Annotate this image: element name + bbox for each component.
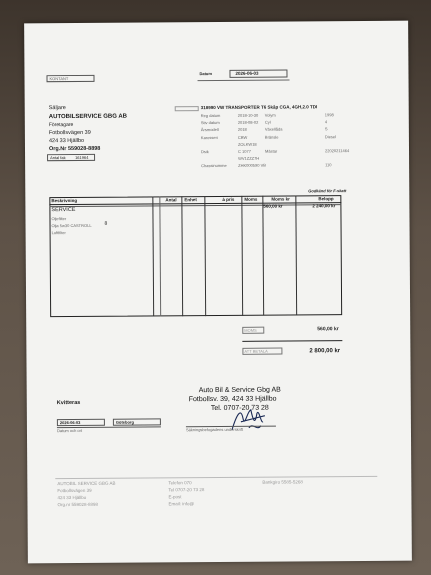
footer-col-1-line: Fotbollsvägen 39	[57, 487, 92, 494]
header-apris: à pris	[222, 196, 235, 202]
date-value: 2026-06-03	[235, 70, 259, 76]
stamp-line-3: Tel. 0707-20 73 28	[210, 404, 269, 413]
receipt-place: Göteborg	[115, 419, 134, 425]
vehicle-row-extra: Växellåda	[264, 126, 283, 133]
vehicle-title: 318990 VW TRANSPORTER T6 Skåp CGA, 4GH,2.0 TDI	[200, 104, 318, 111]
item-oljefilter: Oljefilter	[51, 216, 67, 222]
receipt-date: 2026-06-03	[59, 419, 81, 425]
vehicle-row-label: Chassinumme	[201, 163, 227, 169]
antal-value: 161964	[75, 154, 89, 160]
footer-col-2-line: Telefon 070	[168, 480, 192, 486]
vehicle-row-right: 1998	[324, 112, 334, 118]
date-place-label: Datum och ort	[56, 427, 83, 434]
total-value: 2 800,00 kr	[309, 348, 341, 355]
vehicle-row-label: Karosseri	[200, 134, 218, 140]
footer-col-1-line: Org.nr 559028-8898	[57, 501, 99, 508]
invoice-paper	[24, 21, 412, 564]
kontant-label: KONTANT	[49, 75, 69, 81]
vehicle-row-value: C 1077	[238, 148, 251, 154]
seller-name: AUTOBILSERVICE GBG AB	[48, 113, 128, 121]
kvitteras-title: Kvitteras	[56, 399, 81, 407]
footer-col-1-line: AUTOBIL SERVICE GBG AB	[57, 480, 116, 487]
vehicle-row-value: 2018-10-30	[237, 112, 259, 118]
signature-label: Säkningsbefogadens underskrift	[185, 426, 244, 433]
header-enhet: Enhet	[184, 197, 197, 203]
vehicle-row-value: ZOLKW18	[237, 141, 257, 147]
vehicle-row-value: 2018-08-02	[237, 119, 259, 126]
footer-col-3-line: Bankgiro 5585-5268	[262, 479, 303, 485]
header-antal: Antal	[165, 197, 177, 203]
fskatt-note: Godkänd för F-skatt	[308, 188, 347, 194]
vehicle-row-right: 22020211464	[324, 148, 350, 154]
date-underline	[198, 79, 290, 81]
vehicle-row-right: Diesel	[324, 133, 337, 139]
vehicle-reg-box	[175, 106, 199, 111]
vehicle-row-value: WV1ZZZ7H	[238, 155, 260, 162]
header-momskr: Moms kr	[271, 196, 290, 202]
footer-col-2-line: Tel 0707-20 73 28	[168, 487, 205, 493]
antal-label: Antal fak	[50, 154, 66, 160]
vehicle-row-label: Stiv datum	[200, 120, 220, 126]
seller-city: 424 33 Hjällbo	[48, 137, 85, 145]
header-moms: Moms	[244, 196, 258, 202]
vehicle-row-extra: Mästar	[265, 148, 278, 154]
vehicle-row-extra: Volym	[264, 112, 276, 118]
belopp-value: 2 240,00 kr	[312, 203, 336, 209]
vehicle-row-extra: Cyl	[264, 119, 271, 125]
moms-kr-value: 560,00 kr	[263, 203, 283, 209]
vehicle-row-right: S	[324, 126, 328, 132]
header-belopp: Belopp	[318, 196, 334, 202]
item-qty: 8	[104, 220, 108, 227]
company-label: Företagare	[48, 122, 74, 129]
total-line	[242, 340, 342, 342]
service-label: SERVICE	[51, 206, 76, 214]
seller-org: Org.Nr 559028-8898	[48, 145, 101, 153]
vehicle-row-label: Dsik	[201, 149, 209, 155]
seller-label: Säljare	[48, 105, 66, 112]
vehicle-row-label: Reg datum	[200, 112, 221, 119]
date-label: Datum	[199, 71, 212, 77]
vehicle-row-right: 110	[325, 162, 332, 168]
vehicle-row-value: 2018	[237, 127, 247, 133]
footer-col-2-line: E-post	[168, 494, 182, 500]
vehicle-row-right: 4	[324, 119, 328, 125]
vehicle-row-label: Årsmodell	[200, 127, 219, 133]
stamp-line-1: Auto Bil & Service Gbg AB	[198, 386, 281, 395]
vehicle-row-extra: Bränsle	[264, 134, 279, 140]
moms-label: MOMS	[244, 327, 257, 333]
item-olja: Olja 5w30 CASTROLL	[51, 222, 92, 229]
invoice-table	[49, 195, 342, 317]
footer-col-2-line: Email: info@	[168, 501, 195, 507]
stamp-line-2: Fotbollsv. 39, 424 33 Hjällbo	[188, 395, 277, 404]
seller-street: Fotbollsvägen 39	[48, 129, 91, 137]
footer-line	[55, 476, 377, 479]
total-label: ATT BETALA	[244, 348, 268, 354]
header-beskrivning: Beskrivning	[51, 197, 78, 204]
vehicle-row-value: CBW	[237, 134, 248, 140]
item-luftfilter: Luftfilter	[51, 230, 66, 236]
vehicle-row-value: ZHK000590 VB	[238, 163, 266, 169]
moms-total: 560,00 kr	[317, 326, 339, 333]
footer-col-1-line: 424 33 Hjällbo	[57, 494, 87, 501]
